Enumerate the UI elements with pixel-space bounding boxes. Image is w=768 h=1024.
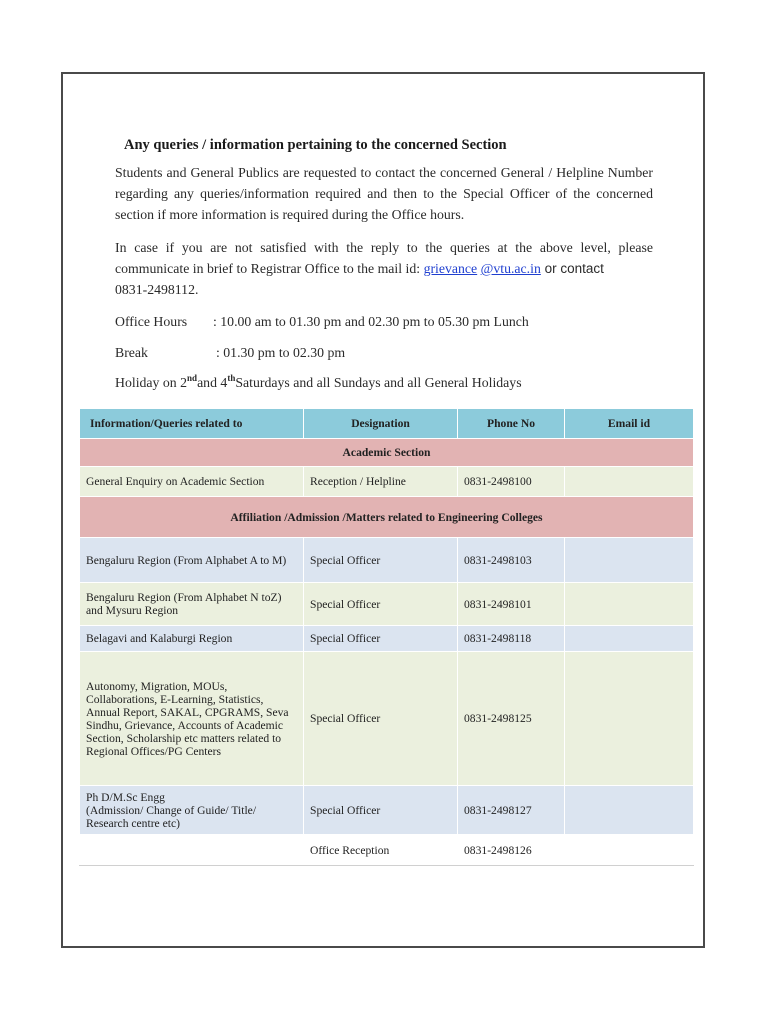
- office-hours-label: Office Hours: [115, 314, 188, 329]
- designation-cell: Office Reception: [304, 835, 458, 866]
- header-phone: Phone No: [458, 409, 565, 439]
- info-cell: Autonomy, Migration, MOUs, Collaborations, E-Learning, Statistics, Annual Report, SAKAL, CPGRAMS, Seva Sindhu, Grievance, Accounts of Academic Section, Scholarship etc matters related to Regional Offices/PG Centers: [80, 652, 304, 786]
- table-row: [80, 583, 694, 626]
- break-label: Break: [115, 345, 148, 360]
- table-row: [80, 626, 694, 652]
- grievance-paragraph: [115, 237, 653, 300]
- office-hours-value: : 10.00 am to 01.30 pm and 02.30 pm to 05.30 pm Lunch: [213, 314, 529, 329]
- phone-cell: 0831-2498118: [458, 626, 565, 652]
- office-hours-line: [115, 314, 529, 330]
- header-designation: Designation: [304, 409, 458, 439]
- header-email: Email id: [565, 409, 694, 439]
- break-line: [115, 345, 345, 361]
- holiday-mid: and 4: [197, 375, 228, 390]
- registrar-phone: 0831-2498112.: [115, 282, 199, 297]
- phone-cell: 0831-2498103: [458, 538, 565, 583]
- email-cell: [565, 835, 694, 866]
- table-row: [80, 538, 694, 583]
- phone-cell: 0831-2498125: [458, 652, 565, 786]
- email-cell: [565, 583, 694, 626]
- designation-cell: Special Officer: [304, 786, 458, 835]
- grievance-text: In case if you are not satisfied with the reply to the queries at the above level, please communicate in brief to Registrar Office to the mail id:: [115, 240, 653, 276]
- intro-paragraph: Students and General Publics are requested to contact the concerned General / Helpline Number regarding any queries/information required and then to the Special Officer of the concerned section if more information is required during the Office hours.: [115, 165, 653, 222]
- designation-cell: Special Officer: [304, 652, 458, 786]
- section-row-affiliation: [80, 497, 694, 538]
- email-cell: [565, 467, 694, 497]
- info-cell: Bengaluru Region (From Alphabet N toZ) and Mysuru Region: [80, 583, 304, 626]
- info-cell: Bengaluru Region (From Alphabet A to M): [80, 538, 304, 583]
- grievance-mail-link[interactable]: grievance: [423, 261, 478, 276]
- section-affiliation: Affiliation /Admission /Matters related to Engineering Colleges: [80, 497, 694, 538]
- holiday-sup-th: th: [227, 373, 236, 383]
- info-cell: [80, 835, 304, 866]
- holiday-suffix: Saturdays and all Sundays and all General Holidays: [235, 375, 522, 390]
- table-row: [80, 467, 694, 497]
- phone-cell: 0831-2498100: [458, 467, 565, 497]
- contact-text: or contact: [540, 261, 604, 276]
- info-cell: Belagavi and Kalaburgi Region: [80, 626, 304, 652]
- table-row: [80, 835, 694, 866]
- designation-cell: Special Officer: [304, 538, 458, 583]
- designation-cell: Special Officer: [304, 583, 458, 626]
- info-title: Ph D/M.Sc Engg: [86, 790, 165, 804]
- phone-cell: 0831-2498101: [458, 583, 565, 626]
- vtu-domain-link[interactable]: @vtu.ac.in: [480, 261, 541, 276]
- contacts-table: [79, 408, 694, 866]
- section-academic: Academic Section: [80, 439, 694, 467]
- designation-cell: Reception / Helpline: [304, 467, 458, 497]
- break-value: : 01.30 pm to 02.30 pm: [216, 345, 346, 360]
- table-row: [80, 652, 694, 786]
- holiday-prefix: Holiday on 2: [115, 375, 188, 390]
- email-cell: [565, 626, 694, 652]
- email-cell: [565, 652, 694, 786]
- email-cell: [565, 538, 694, 583]
- designation-cell: Special Officer: [304, 626, 458, 652]
- info-cell: General Enquiry on Academic Section: [80, 467, 304, 497]
- table-header-row: [80, 409, 694, 439]
- phone-cell: 0831-2498127: [458, 786, 565, 835]
- holiday-line: [115, 375, 522, 391]
- header-info: Information/Queries related to: [80, 409, 304, 439]
- info-detail: (Admission/ Change of Guide/ Title/ Research centre etc): [86, 803, 257, 830]
- email-cell: [565, 786, 694, 835]
- holiday-sup-nd: nd: [187, 373, 198, 383]
- section-heading: Any queries / information pertaining to the concerned Section: [124, 137, 507, 153]
- phone-cell: 0831-2498126: [458, 835, 565, 866]
- info-cell: [80, 786, 304, 835]
- section-row-academic: [80, 439, 694, 467]
- table-row: [80, 786, 694, 835]
